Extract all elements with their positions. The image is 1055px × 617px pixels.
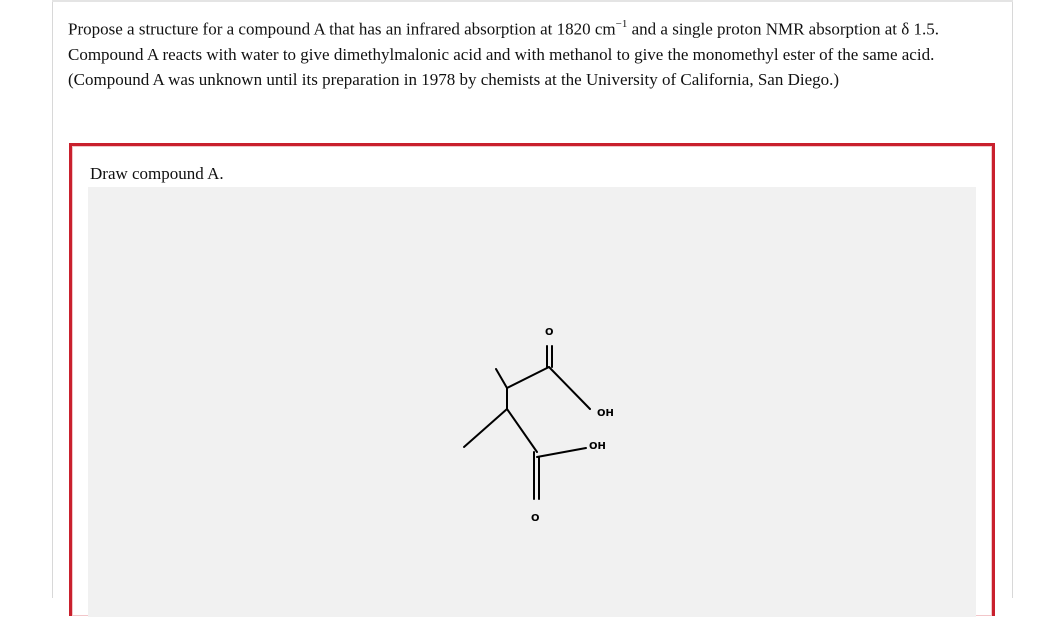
bond-methyl-lower <box>464 409 507 447</box>
drawing-canvas[interactable] <box>88 187 976 617</box>
question-line-1 <box>68 13 1008 42</box>
page-top-divider <box>52 0 1013 2</box>
question-line-1-text: Propose a structure for a compound A that has an infrared absorption at 1820 cm <box>68 19 616 39</box>
question-line-2: Compound A reacts with water to give dimethylmalonic acid and with methanol to give the monomethyl ester of the same acid. <box>68 44 935 64</box>
bond-c-oh-upper <box>549 367 590 409</box>
atom-oh-lower: OH <box>589 441 606 452</box>
question-text <box>68 13 1008 92</box>
page-left-border <box>52 0 53 598</box>
bond-c-carbonyl-upper <box>507 367 549 388</box>
draw-prompt: Draw compound A. <box>90 164 224 183</box>
question-line-3: (Compound A was unknown until its preparation in 1978 by chemists at the University of California, San Diego.) <box>68 69 840 89</box>
answer-box <box>69 143 995 616</box>
unit-exponent: −1 <box>615 18 628 30</box>
bond-methyl-upper <box>496 369 507 388</box>
atom-oh-upper: OH <box>597 408 614 419</box>
bond-c-carbonyl-lower <box>507 409 537 452</box>
atom-o-top: O <box>545 327 554 338</box>
bond-c-oh-lower <box>537 448 586 457</box>
question-line-1-end: and a single proton NMR absorption at δ 1.5. <box>627 19 939 39</box>
molecule-structure[interactable] <box>88 187 976 617</box>
page-right-border <box>1012 0 1013 598</box>
atom-o-bottom: O <box>531 513 540 524</box>
